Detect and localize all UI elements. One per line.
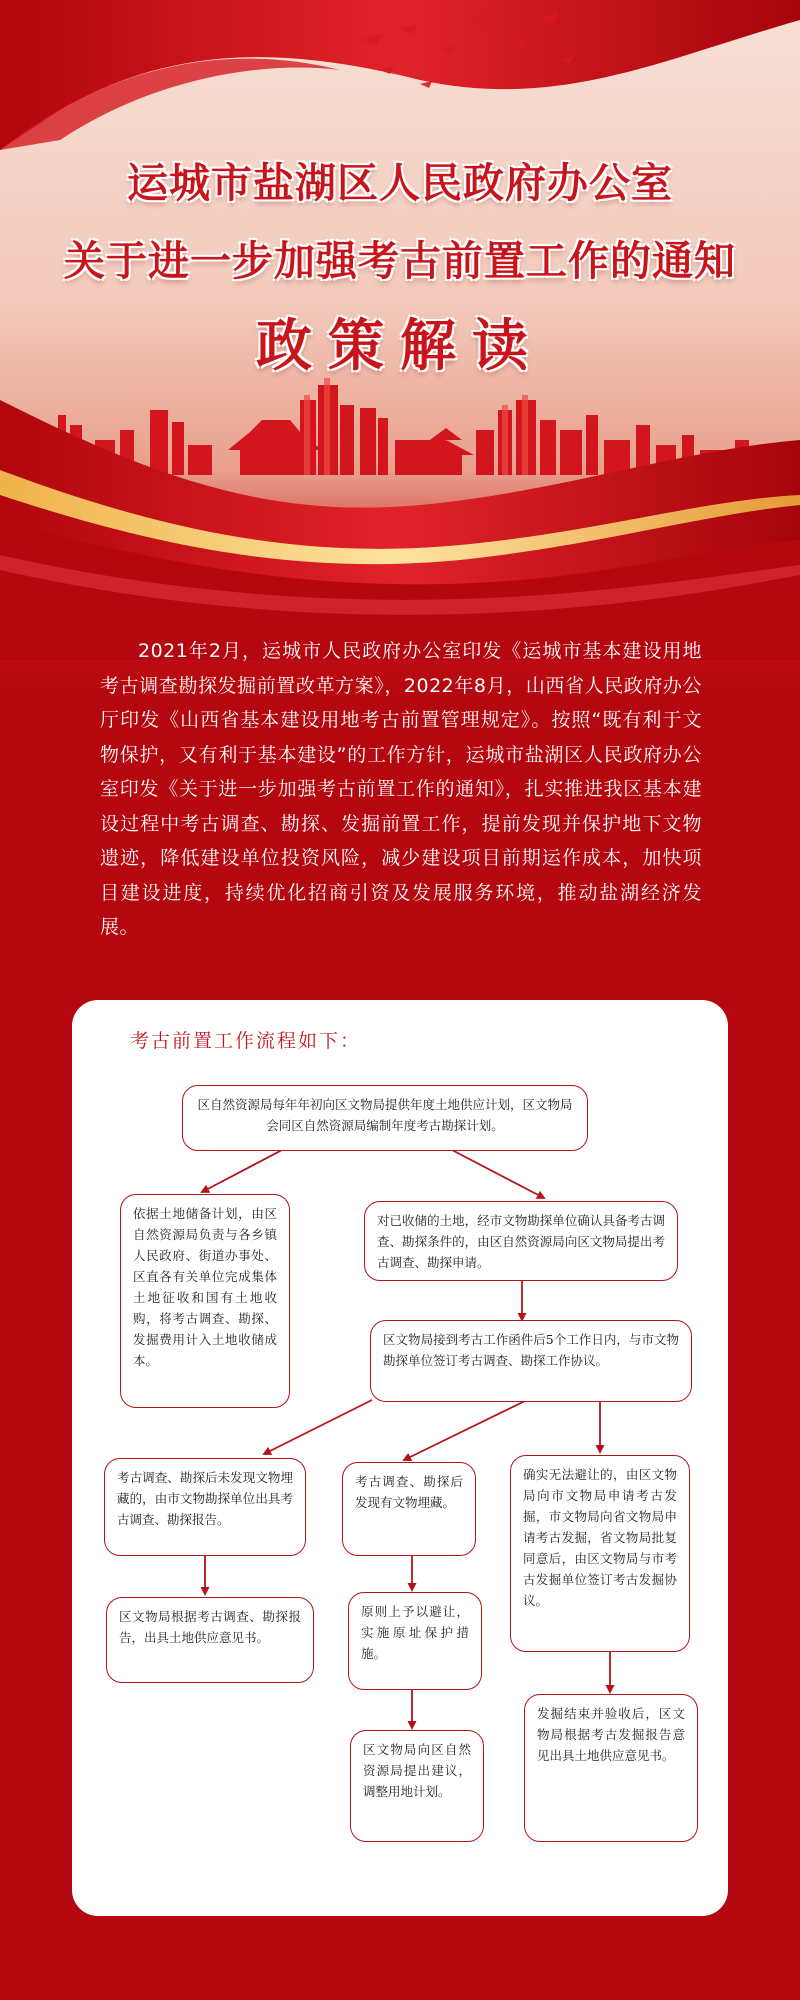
step-excavation-complete: 发掘结束并验收后，区文物局根据考古发掘报告意见出具土地供应意见书。 <box>524 1694 698 1842</box>
step-stored-land: 对已收储的土地，经市文物勘探单位确认具备考古调查、勘探条件的，由区自然资源局向区文物局提出考古调查、勘探申请。 <box>364 1201 678 1281</box>
step-adjust-land-plan: 区文物局向区自然资源局提出建议，调整用地计划。 <box>350 1730 484 1842</box>
step-relics-found: 考古调查、勘探后发现有文物埋藏。 <box>342 1462 476 1556</box>
step-land-supply-opinion: 区文物局根据考古调查、勘探报告，出具土地供应意见书。 <box>106 1597 314 1683</box>
intro-paragraph: 2021年2月，运城市人民政府办公室印发《运城市基本建设用地考古调查勘探发掘前置改革方案》，2022年8月，山西省人民政府办公厅印发《山西省基本建设用地考古前置管理规定》。按照“既有利于文物保护，又有利于基本建设”的工作方针，运城市盐湖区人民政府办公室印发《关于进一步加强考古前置工作的通知》，扎实推进我区基本建设过程中考古调查、勘探、发掘前置工作，提前发现并保护地下文物遗迹，降低建设单位投资风险，减少建设项目前期运作成本，加快项目建设进度，持续优化招商引资及发展服务环境，推动盐湖经济发展。 <box>100 640 702 938</box>
title-policy-interpretation: 政策解读 <box>256 314 544 379</box>
step-avoid-protect: 原则上予以避让，实施原址保护措施。 <box>348 1592 482 1690</box>
flowchart-card <box>72 1000 728 1916</box>
step-cannot-avoid-excavation: 确实无法避让的，由区文物局向市文物局申请考古发掘，市文物局向省文物局申请考古发掘，省文物局批复同意后，由区文物局与市考古发掘单位签订考古发掘协议。 <box>510 1455 690 1652</box>
title-line-1: 运城市盐湖区人民政府办公室 <box>127 159 673 207</box>
step-no-relics-report: 考古调查、勘探后未发现文物埋藏的，由市文物勘探单位出具考古调查、勘探报告。 <box>104 1458 306 1556</box>
step-sign-agreement: 区文物局接到考古工作函件后5个工作日内，与市文物勘探单位签订考古调查、勘探工作协议。 <box>370 1320 692 1402</box>
step-reserve-land: 依据土地储备计划，由区自然资源局负责与各乡镇人民政府、街道办事处、区直各有关单位完成集体土地征收和国有土地收购，将考古调查、勘探、发掘费用计入土地收储成本。 <box>120 1194 290 1408</box>
flow-heading: 考古前置工作流程如下： <box>130 1030 362 1052</box>
step-annual-plan: 区自然资源局每年年初向区文物局提供年度土地供应计划，区文物局会同区自然资源局编制年度考古勘探计划。 <box>182 1085 588 1151</box>
title-line-2: 关于进一步加强考古前置工作的通知 <box>64 237 736 285</box>
